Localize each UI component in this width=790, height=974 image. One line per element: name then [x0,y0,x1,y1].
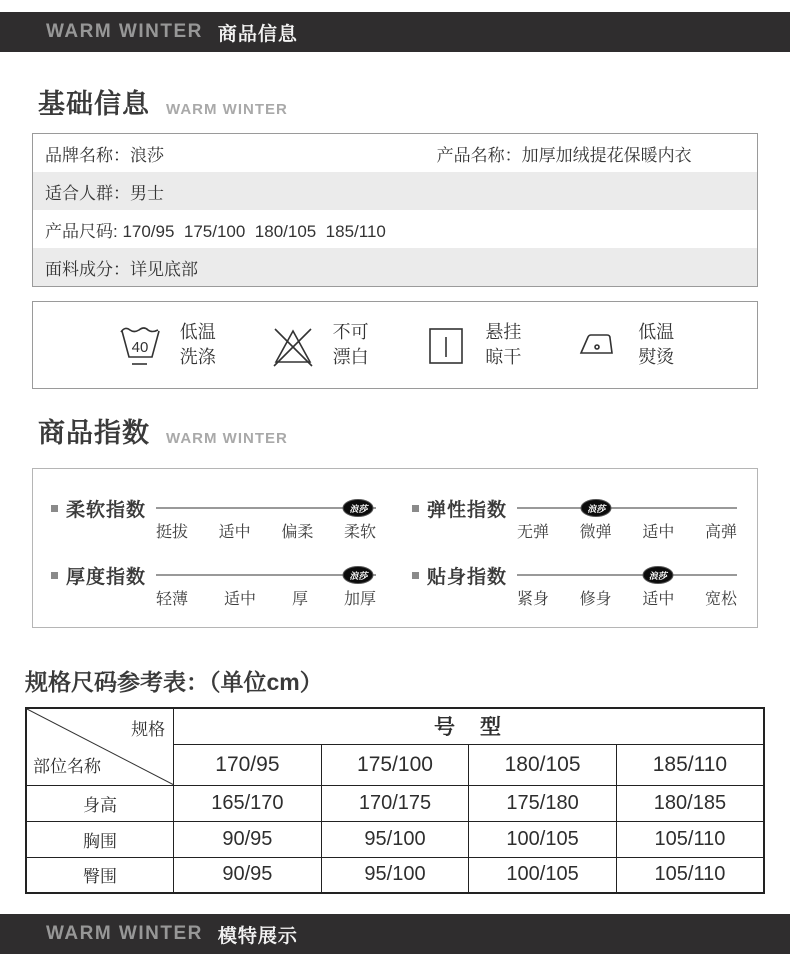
basic-info-table [32,133,758,287]
level-label: 高弹 [704,524,737,541]
top-banner-title: 商品信息 [217,23,298,45]
row-label-chest: 胸围 [26,821,174,857]
level-label: 微弹 [579,524,612,541]
table-cell: 165/170 [174,785,322,821]
slider-levels [517,586,737,609]
level-label: 适中 [642,591,675,608]
column-header: 175/100 [321,744,469,785]
level-label: 加厚 [343,591,376,608]
care-item-iron [574,319,674,371]
index-slider [517,562,737,609]
table-row [26,785,764,821]
bottom-banner-brand: WARM WINTER [46,923,203,944]
table-cell: 95/100 [321,857,469,893]
index-label: 柔软指数 [66,500,147,521]
index-slider [156,495,376,542]
care-label-line1: 不可 [332,322,369,342]
level-label: 宽松 [704,591,737,608]
level-label: 厚 [291,591,308,608]
care-label [333,320,369,370]
row-label-hip: 臀围 [26,857,174,893]
square-bullet-icon [412,572,419,579]
level-label: 无弹 [517,524,550,541]
level-label: 适中 [218,524,251,541]
square-bullet-icon [51,505,58,512]
brand-logo-marker: 浪莎 [343,499,374,517]
care-label [180,320,216,370]
table-cell: 95/100 [321,821,469,857]
row-label-height: 身高 [26,785,174,821]
slider-track [517,507,737,509]
index-label: 贴身指数 [427,567,508,588]
audience-cell: 适合人群：男士 [45,183,164,203]
table-row [33,172,757,210]
column-header: 185/110 [616,744,764,785]
care-label-line2: 熨烫 [638,347,675,367]
table-cell: 90/95 [174,857,322,893]
care-label-line1: 悬挂 [485,322,522,342]
table-row [26,708,764,744]
level-label: 修身 [579,591,612,608]
level-label: 偏柔 [281,524,314,541]
slider-levels [517,519,737,542]
brand-logo-marker: 浪莎 [343,566,374,584]
column-header: 180/105 [469,744,617,785]
no-bleach-icon [269,319,317,371]
table-row [33,134,757,172]
level-label: 适中 [224,591,257,608]
index-fit [410,550,737,617]
care-label-line2: 晾干 [485,347,522,367]
care-label-line1: 低温 [179,322,216,342]
level-label: 柔软 [343,524,376,541]
care-label-line2: 漂白 [332,347,369,367]
table-cell: 175/180 [469,785,617,821]
care-item-bleach [269,319,369,371]
table-cell: 105/110 [616,857,764,893]
square-bullet-icon [412,505,419,512]
product-index-box [32,468,758,628]
table-cell: 100/105 [469,821,617,857]
table-cell: 105/110 [616,821,764,857]
slider-levels [156,519,376,542]
table-row [26,857,764,893]
care-item-dry [421,319,521,371]
level-label: 轻薄 [156,591,189,608]
product-sizes-cell: 产品尺码: 170/95 175/100 180/105 185/110 [45,221,386,241]
brand-logo-marker: 浪莎 [581,499,612,517]
brand-name-cell: 品牌名称：浪莎 [45,145,164,165]
square-bullet-icon [51,572,58,579]
top-banner-brand: WARM WINTER [46,21,203,42]
product-index-title: 商品指数 [38,418,150,448]
basic-info-brand-watermark: WARM WINTER [166,101,288,118]
top-banner [0,12,790,52]
corner-header-cell [26,708,174,785]
corner-label-part: 部位名称 [33,756,101,776]
size-table-title: 规格尺码参考表：（单位cm） [25,669,323,695]
column-header: 170/95 [174,744,322,785]
level-label: 紧身 [517,591,550,608]
table-cell: 180/185 [616,785,764,821]
care-instructions-box [32,301,758,389]
slider-levels [156,586,376,609]
svg-text:40: 40 [131,339,149,356]
index-slider [517,495,737,542]
care-label-line2: 洗涤 [179,347,216,367]
table-row [26,821,764,857]
table-cell: 90/95 [174,821,322,857]
care-item-wash [116,319,216,371]
index-label: 厚度指数 [66,567,147,588]
care-label-line1: 低温 [638,322,675,342]
table-cell: 100/105 [469,857,617,893]
corner-label-spec: 规格 [131,720,166,739]
level-label: 挺拔 [156,524,189,541]
model-number-header: 号 型 [174,708,764,744]
product-name-cell: 产品名称：加厚加绒提花保暖内衣 [436,145,692,165]
product-index-heading [38,414,790,450]
bottom-banner-title: 模特展示 [217,925,298,947]
basic-info-title: 基础信息 [38,89,150,119]
size-reference-table [25,707,765,894]
table-row [33,248,757,286]
care-label [485,320,521,370]
iron-low-temp-icon [574,319,622,371]
wash-low-temp-icon [116,319,164,371]
basic-info-heading [38,85,790,121]
index-elasticity [410,483,737,550]
fabric-cell: 面料成分：详见底部 [45,259,198,279]
index-slider [156,562,376,609]
care-label [638,320,674,370]
table-row [33,210,757,248]
table-cell: 170/175 [321,785,469,821]
product-index-brand-watermark: WARM WINTER [166,430,288,447]
index-label: 弹性指数 [427,500,508,521]
index-thickness [49,550,376,617]
hang-dry-icon [421,319,469,371]
slider-track [517,574,737,576]
index-softness [49,483,376,550]
brand-logo-marker: 浪莎 [642,566,673,584]
level-label: 适中 [642,524,675,541]
bottom-banner [0,914,790,954]
